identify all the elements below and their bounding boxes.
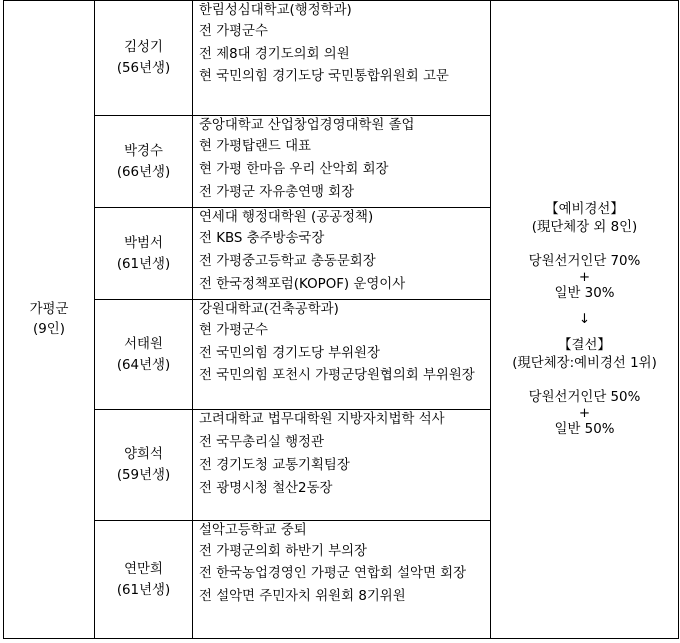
career-line: 현 국민의힘 경기도당 국민통합위원회 고문: [199, 69, 449, 85]
prelim-title: 【예비경선】: [545, 201, 624, 217]
region-cell: [4, 1, 95, 639]
region-name: 가평군: [29, 301, 69, 317]
career-line: 전 한국농업경영인 가평군 연합회 설악면 회장: [199, 566, 467, 582]
prelim-general-ratio: 일반 30%: [554, 285, 615, 301]
career-line: 전 국민의힘 경기도당 부위원장: [199, 346, 380, 362]
career-line: 현 가평 한마음 우리 산악회 회장: [199, 162, 389, 178]
career-line: 설악고등학교 중퇴: [199, 523, 307, 538]
career-cell: [193, 410, 491, 521]
candidate-birth: (66년생): [116, 164, 171, 180]
final-subtitle: (現단체장:예비경선 1위): [512, 355, 657, 371]
career-cell: [193, 521, 491, 639]
final-plus: +: [578, 405, 591, 421]
candidate-name-cell: [95, 208, 193, 300]
career-line: 전 국민의힘 포천시 가평군당원협의회 부위원장: [199, 368, 475, 384]
career-line: 중앙대학교 산업창업경영대학원 졸업: [199, 118, 415, 133]
career-line: 한림성심대학교(행정학과): [199, 3, 352, 18]
career-cell: [193, 116, 491, 208]
career-line: 전 국무총리실 행정관: [199, 435, 324, 450]
table-row: [4, 1, 679, 116]
prelim-subtitle: (現단체장 외 8인): [531, 219, 638, 235]
prelim-party-ratio: 당원선거인단 70%: [528, 253, 641, 269]
candidate-name-cell: [95, 116, 193, 208]
career-line: 연세대 행정대학원 (공공정책): [199, 210, 374, 225]
candidate-name: 연만희: [124, 561, 163, 577]
career-cell: [193, 208, 491, 300]
candidate-name-cell: [95, 1, 193, 116]
candidate-birth: (61년생): [116, 256, 171, 272]
career-line: 강원대학교(건축공학과): [199, 302, 339, 317]
career-line: 고려대학교 법무대학원 지방자치법학 석사: [199, 412, 445, 427]
candidate-table: [3, 0, 679, 639]
candidate-birth: (56년생): [116, 61, 171, 76]
career-line: 전 가평군 자유총연맹 회장: [199, 185, 355, 201]
final-title: 【결선】: [558, 337, 611, 353]
candidate-name: 박경수: [124, 143, 163, 159]
candidate-name: 양희석: [124, 447, 163, 462]
career-line: 전 제8대 경기도의회 의원: [199, 47, 350, 63]
career-line: 현 가평탑랜드 대표: [199, 139, 311, 154]
candidate-name: 김성기: [124, 40, 163, 55]
candidate-name-cell: [95, 521, 193, 639]
candidate-name-cell: [95, 410, 193, 521]
career-cell: [193, 1, 491, 116]
candidate-birth: (59년생): [116, 468, 171, 483]
final-party-ratio: 당원선거인단 50%: [528, 389, 641, 405]
career-line: 전 가평군의회 하반기 부의장: [199, 544, 367, 559]
career-line: 전 KBS 충주방송국장: [199, 231, 325, 246]
election-method-cell: [491, 1, 679, 639]
career-line: 현 가평군수: [199, 323, 268, 338]
arrow-down-icon: ↓: [578, 311, 591, 327]
candidate-birth: (64년생): [116, 357, 171, 373]
career-line: 전 광명시청 철산2동장: [199, 481, 333, 497]
career-line: 전 가평군수: [199, 24, 268, 39]
career-line: 전 한국정책포럼(KOPOF) 운영이사: [199, 277, 406, 293]
region-count: (9인): [33, 321, 65, 337]
candidate-name-cell: [95, 300, 193, 410]
career-line: 전 경기도청 교통기획팀장: [199, 458, 350, 474]
candidate-name: 박범서: [124, 235, 163, 251]
career-line: 전 가평중고등학교 총동문회장: [199, 254, 376, 270]
candidate-birth: (61년생): [116, 582, 171, 598]
career-cell: [193, 300, 491, 410]
candidate-name: 서태원: [124, 336, 163, 352]
final-general-ratio: 일반 50%: [554, 421, 615, 437]
prelim-plus: +: [578, 269, 591, 285]
career-line: 전 설악면 주민자치 위원회 8기위원: [199, 589, 406, 605]
